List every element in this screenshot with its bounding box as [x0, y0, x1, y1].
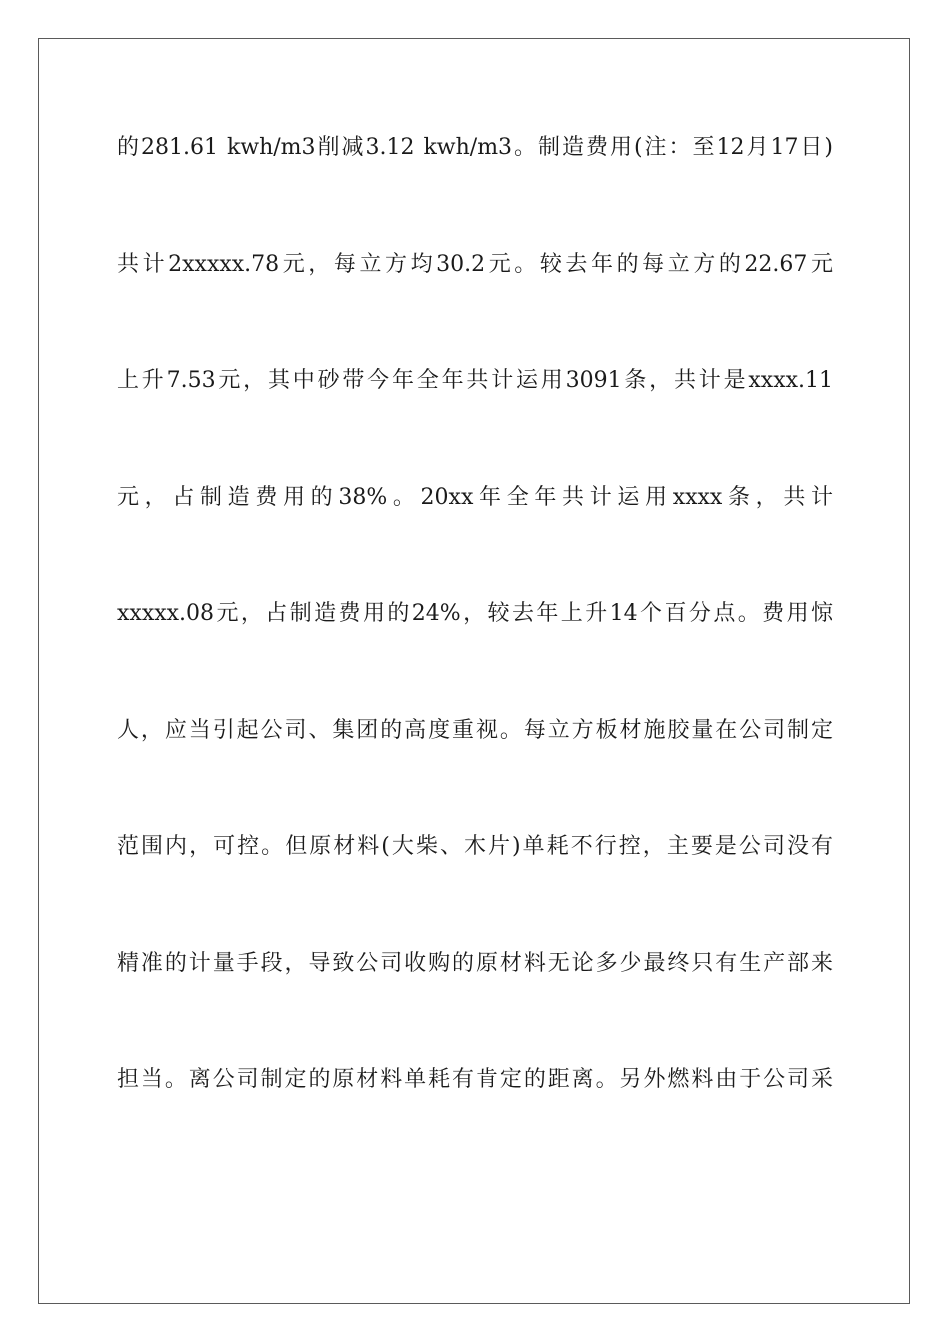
text-line-8: 精准的计量手段，导致公司收购的原材料无论多少最终只有生产部来 [117, 950, 833, 976]
text-line-4: 元，占制造费用的38%。20xx年全年共计运用xxxx条，共计 [117, 484, 833, 510]
text-line-6: 人，应当引起公司、集团的高度重视。每立方板材施胶量在公司制定 [117, 717, 833, 743]
document-body [117, 122, 833, 1171]
text-line-3: 上升7.53元，其中砂带今年全年共计运用3091条，共计是xxxx.11 [117, 368, 833, 393]
text-line-2: 共计2xxxxx.78元，每立方均30.2元。较去年的每立方的22.67元 [117, 251, 833, 277]
text-line-5: xxxxx.08元，占制造费用的24%，较去年上升14个百分点。费用惊 [117, 601, 833, 626]
text-line-9: 担当。离公司制定的原材料单耗有肯定的距离。另外燃料由于公司采 [117, 1067, 833, 1092]
text-line-1: 的281.61 kwh/m3削减3.12 kwh/m3。制造费用(注：至12月17日) [117, 135, 833, 160]
text-line-7: 范围内，可控。但原材料(大柴、木片)单耗不行控，主要是公司没有 [117, 834, 833, 859]
